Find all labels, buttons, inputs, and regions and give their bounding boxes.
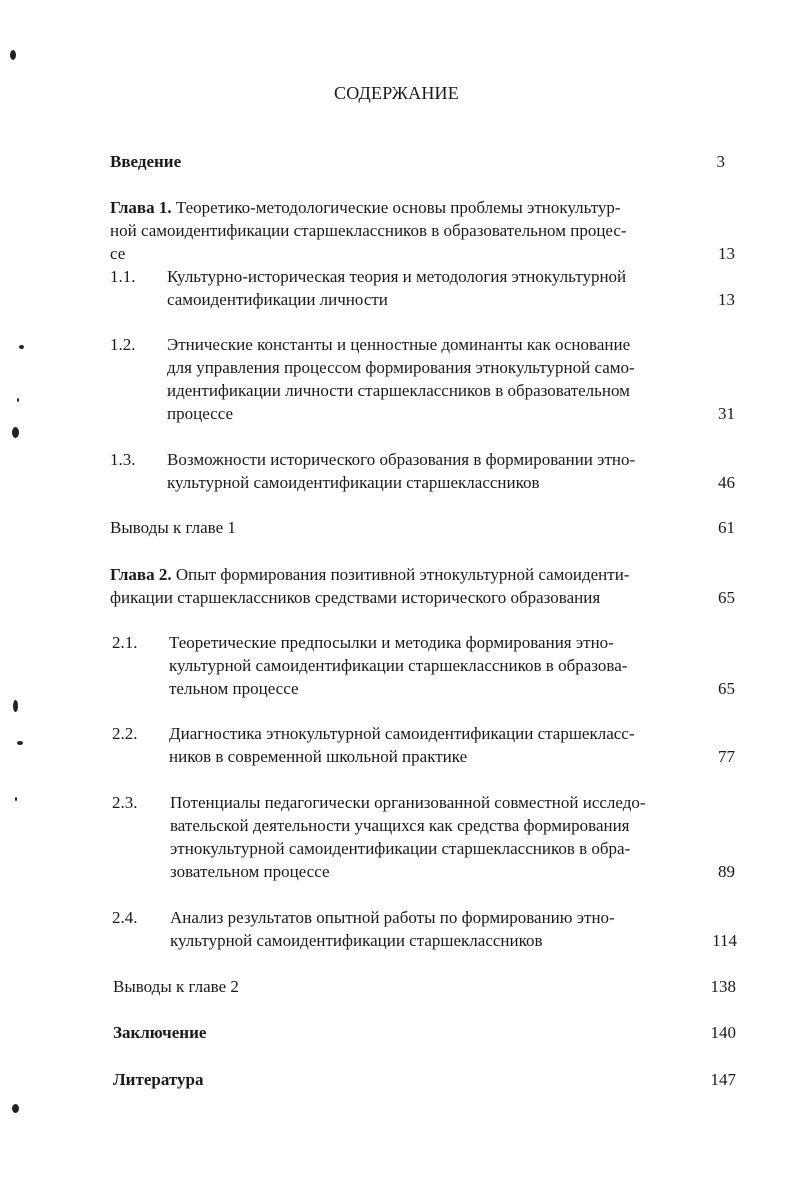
page-number: 140 [710,1023,736,1042]
page-number: 138 [710,977,736,996]
toc-entry-introduction [110,150,750,173]
scan-smudge [17,398,19,402]
toc-entry-conclusions-2 [113,975,753,998]
section-number: 1.3. [110,450,136,469]
scan-smudge [15,797,17,801]
scan-smudge [12,427,19,438]
section-number: 2.2. [112,724,138,743]
page-number: 77 [718,747,735,766]
page-number: 147 [710,1070,736,1089]
page-number: 31 [718,404,735,423]
entry-label: Заключение [113,1023,207,1042]
page-number: 13 [718,244,735,263]
section-number: 2.4. [112,908,138,927]
scan-smudge [10,50,16,60]
entry-text: Теоретико-методологические основы проблемы этнокультур- ной самоидентификации старшеклассников в образовательном процес- се [110,198,627,263]
scan-smudge [19,345,24,349]
page-number: 114 [712,931,737,950]
section-number: 2.3. [112,793,138,812]
page-number: 46 [718,473,735,492]
section-number: 2.1. [112,633,138,652]
chapter-prefix: Глава 2. [110,565,172,584]
entry-text: Теоретические предпосылки и методика формирования этно- культурной самоидентификации старшеклассников в образова- тельном процессе [169,633,628,698]
scan-smudge [13,700,18,712]
page-number: 61 [718,518,735,537]
entry-label: Выводы к главе 2 [113,977,239,996]
page-number: 65 [718,588,735,607]
entry-label: Выводы к главе 1 [110,518,236,537]
scan-smudge [12,1104,19,1113]
entry-text: Культурно-историческая теория и методология этнокультурной самоидентификации личности [167,267,627,309]
page-title: СОДЕРЖАНИЕ [334,83,459,103]
scan-smudge [17,741,23,745]
entry-text: Возможности исторического образования в формировании этно- культурной самоидентификации старшеклассников [167,450,636,492]
chapter-prefix: Глава 1. [110,198,172,217]
toc-entry-conclusion [113,1021,753,1044]
entry-text: Диагностика этнокультурной самоидентификации старшекласс- ников в современной школьной практике [169,724,635,766]
entry-text: Этнические константы и ценностные доминанты как основание для управления процессом формирования этнокультурной само- идентификации личности старшеклассников в образовательном процессе [167,335,635,423]
entry-text: Опыт формирования позитивной этнокультурной самоиденти- фикации старшеклассников средствами исторического образования [110,565,630,607]
entry-label: Введение [110,152,182,171]
toc-entry-conclusions-1 [110,516,750,539]
entry-text: Анализ результатов опытной работы по формированию этно- культурной самоидентификации старшеклассников [170,908,615,950]
section-number: 1.1. [110,267,136,286]
page-number: 3 [716,152,725,171]
entry-text: Потенциалы педагогически организованной совместной исследо- вательской деятельности учащихся как средства формирования этнокультурной самоидентификации старшеклассников в обра- зовательном процессе [170,793,646,881]
page-number: 13 [718,290,735,309]
page-number: 89 [718,862,735,881]
entry-label: Литература [113,1070,204,1089]
toc-entry-references [113,1068,753,1091]
section-number: 1.2. [110,335,136,354]
page-number: 65 [718,679,735,698]
